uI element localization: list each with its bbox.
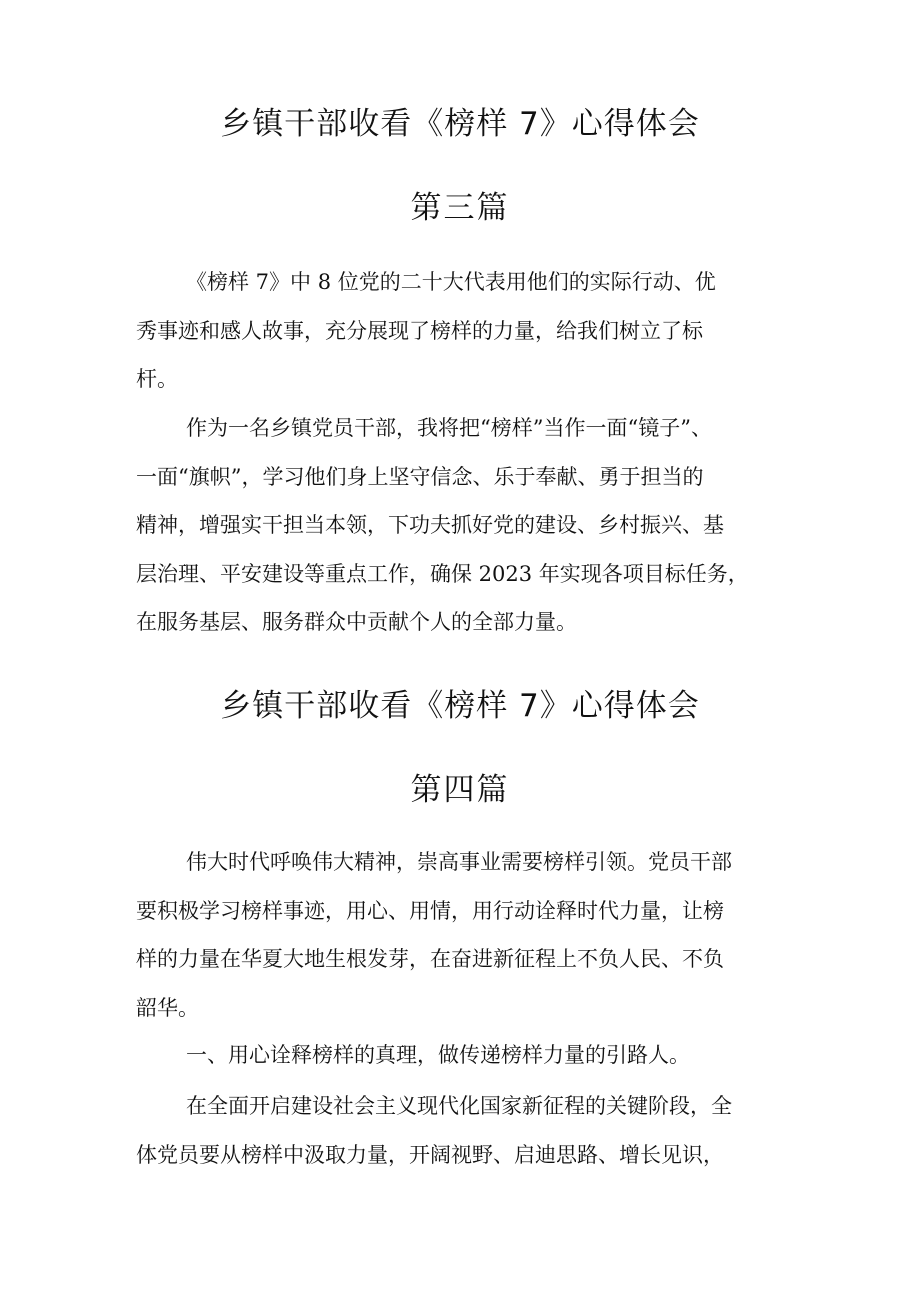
paragraph-line: 在全面开启建设社会主义现代化国家新征程的关键阶段，全 — [186, 1094, 732, 1118]
section3-subtitle: 第三篇 — [410, 190, 510, 226]
section3-title: 乡镇干部收看《榜样 7》心得体会 — [220, 106, 700, 142]
paragraph-line: 样的力量在华夏大地生根发芽，在奋进新征程上不负人民、不负 — [136, 947, 724, 971]
section3-paragraph-1 — [136, 258, 802, 404]
paragraph-line: 秀事迹和感人故事，充分展现了榜样的力量，给我们树立了标 — [136, 318, 703, 343]
paragraph-line: 《榜样 7》中 8 位党的二十大代表用他们的实际行动、优 — [186, 270, 716, 294]
paragraph-line: 在服务基层、服务群众中贡献个人的全部力量。 — [136, 610, 577, 634]
paragraph-line: 伟大时代呼唤伟大精神，崇高事业需要榜样引领。党员干部 — [186, 850, 732, 874]
section4-subtitle: 第四篇 — [410, 772, 510, 808]
paragraph-line: 杆。 — [136, 367, 178, 391]
paragraph-line: 作为一名乡镇党员干部，我将把“榜样”当作一面“镜子”、 — [186, 416, 712, 440]
paragraph-line: 一面“旗帜”，学习他们身上坚守信念、乐于奉献、勇于担当的 — [136, 464, 704, 489]
section3-paragraph-2 — [136, 404, 802, 647]
paragraph-line: 精神，增强实干担当本领，下功夫抓好党的建设、乡村振兴、基 — [136, 513, 724, 537]
paragraph-line: 层治理、平安建设等重点工作，确保 2023 年实现各项目标任务， — [136, 561, 749, 586]
paragraph-line: 体党员要从榜样中汲取力量，开阔视野、启迪思路、增长见识， — [136, 1142, 724, 1167]
section4-paragraph-2 — [136, 1082, 802, 1179]
paragraph-line: 要积极学习榜样事迹，用心、用情，用行动诠释时代力量，让榜 — [136, 898, 724, 923]
section4-heading-1: 一、用心诠释榜样的真理，做传递榜样力量的引路人。 — [186, 1043, 690, 1067]
section4-title: 乡镇干部收看《榜样 7》心得体会 — [220, 688, 700, 724]
section4-paragraph-1 — [136, 838, 802, 1032]
paragraph-line: 韶华。 — [136, 995, 199, 1020]
